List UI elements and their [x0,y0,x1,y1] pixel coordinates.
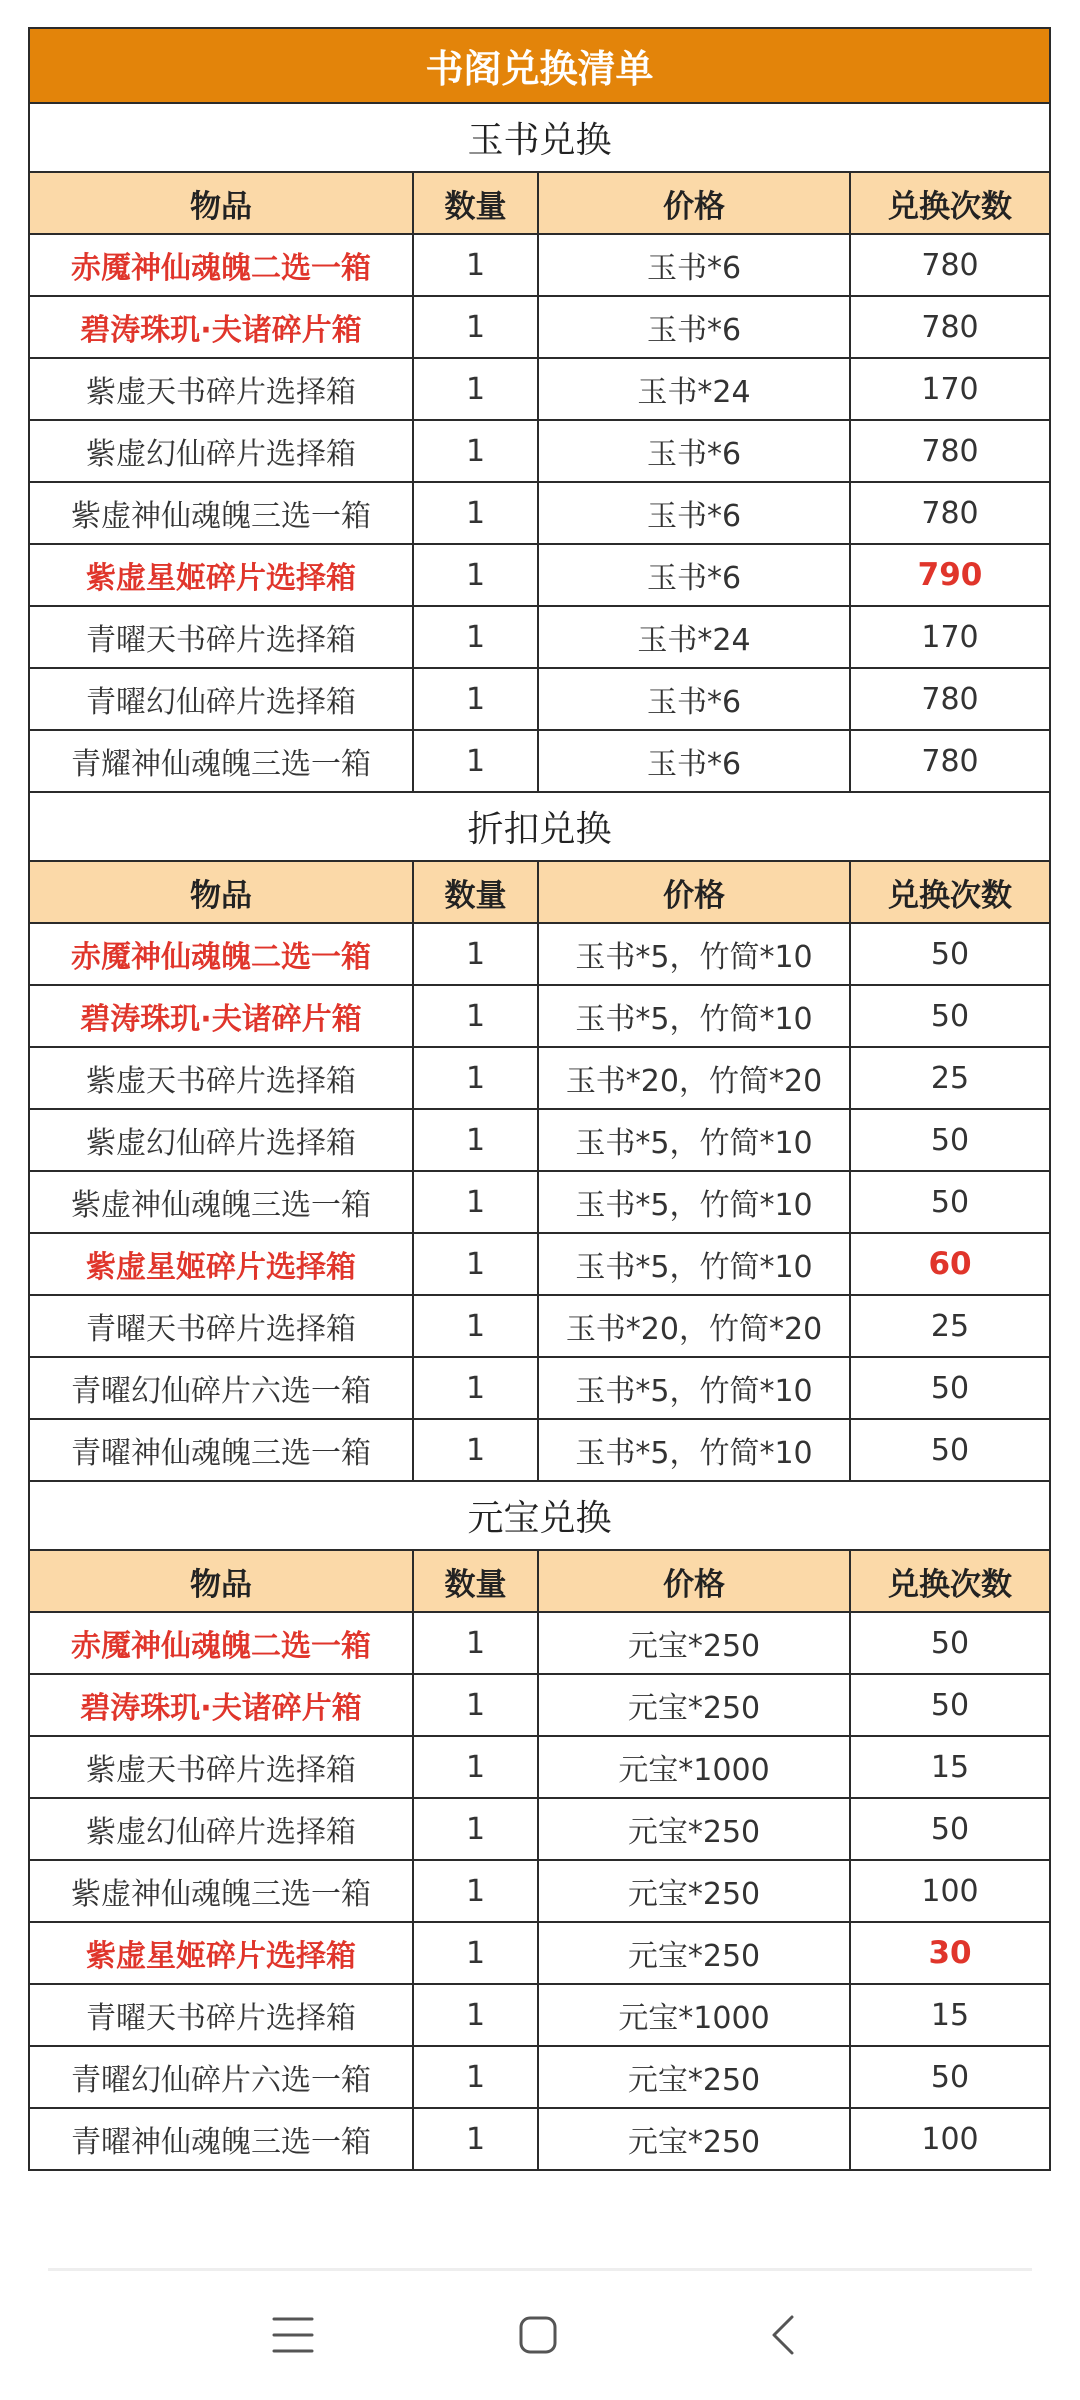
cell-price: 玉书*24 [538,606,850,668]
cell-qty: 1 [413,923,538,985]
section-title: 元宝兑换 [29,1481,1050,1550]
cell-item: 紫虚幻仙碎片选择箱 [29,1109,413,1171]
cell-count: 50 [850,923,1050,985]
cell-count: 50 [850,1357,1050,1419]
menu-lines-icon [248,2295,338,2375]
table-header-row [29,861,1050,923]
section-title: 折扣兑换 [29,792,1050,861]
cell-item: 紫虚幻仙碎片选择箱 [29,1798,413,1860]
cell-price: 元宝*250 [538,2108,850,2170]
cell-count: 50 [850,985,1050,1047]
cell-item: 紫虚星姬碎片选择箱 [29,1233,413,1295]
cell-price: 玉书*6 [538,234,850,296]
cell-item: 紫虚星姬碎片选择箱 [29,1922,413,1984]
table-header-row [29,172,1050,234]
cell-item: 紫虚幻仙碎片选择箱 [29,420,413,482]
exchange-table [28,27,1051,2171]
table-row [29,1736,1050,1798]
cell-price: 元宝*250 [538,1612,850,1674]
cell-count: 50 [850,2046,1050,2108]
table-row [29,1860,1050,1922]
column-header-count: 兑换次数 [850,172,1050,234]
cell-qty: 1 [413,1798,538,1860]
table-row [29,1922,1050,1984]
cell-count: 170 [850,358,1050,420]
cell-price: 玉书*6 [538,482,850,544]
cell-item: 青曜天书碎片选择箱 [29,606,413,668]
table-row [29,234,1050,296]
cell-item: 赤魇神仙魂魄二选一箱 [29,1612,413,1674]
table-row [29,544,1050,606]
table-row [29,1674,1050,1736]
cell-count: 780 [850,730,1050,792]
table-row [29,1357,1050,1419]
cell-item: 紫虚天书碎片选择箱 [29,1047,413,1109]
cell-count: 60 [850,1233,1050,1295]
cell-qty: 1 [413,1860,538,1922]
cell-qty: 1 [413,1419,538,1481]
cell-count: 50 [850,1798,1050,1860]
cell-count: 50 [850,1109,1050,1171]
table-row [29,296,1050,358]
table-row [29,420,1050,482]
cell-price: 玉书*6 [538,420,850,482]
column-header-qty: 数量 [413,1550,538,1612]
cell-count: 170 [850,606,1050,668]
cell-qty: 1 [413,1612,538,1674]
cell-price: 玉书*6 [538,730,850,792]
cell-price: 玉书*6 [538,668,850,730]
table-row [29,985,1050,1047]
table-row [29,1233,1050,1295]
cell-price: 玉书*5，竹简*10 [538,1419,850,1481]
cell-item: 紫虚神仙魂魄三选一箱 [29,482,413,544]
cell-count: 50 [850,1674,1050,1736]
cell-qty: 1 [413,2108,538,2170]
page-title: 书阁兑换清单 [29,28,1050,103]
cell-price: 玉书*5，竹简*10 [538,1109,850,1171]
cell-price: 玉书*20，竹简*20 [538,1047,850,1109]
cell-price: 玉书*5，竹简*10 [538,985,850,1047]
cell-price: 玉书*5，竹简*10 [538,1233,850,1295]
cell-price: 玉书*20，竹简*20 [538,1295,850,1357]
cell-item: 青曜幻仙碎片六选一箱 [29,2046,413,2108]
cell-item: 碧涛珠玑·夫诸碎片箱 [29,296,413,358]
column-header-price: 价格 [538,172,850,234]
cell-qty: 1 [413,358,538,420]
rounded-square-home-icon [493,2295,583,2375]
table-row [29,1984,1050,2046]
cell-price: 元宝*1000 [538,1984,850,2046]
cell-count: 15 [850,1736,1050,1798]
section-row [29,792,1050,861]
table-row [29,2046,1050,2108]
column-header-price: 价格 [538,1550,850,1612]
cell-count: 25 [850,1295,1050,1357]
table-row [29,1171,1050,1233]
cell-count: 50 [850,1171,1050,1233]
cell-count: 50 [850,1612,1050,1674]
cell-item: 紫虚神仙魂魄三选一箱 [29,1171,413,1233]
cell-qty: 1 [413,1109,538,1171]
cell-price: 元宝*250 [538,1860,850,1922]
column-header-item: 物品 [29,861,413,923]
cell-qty: 1 [413,606,538,668]
table-row [29,923,1050,985]
table-header-row [29,1550,1050,1612]
cell-price: 元宝*250 [538,1798,850,1860]
cell-count: 25 [850,1047,1050,1109]
cell-qty: 1 [413,1984,538,2046]
column-header-item: 物品 [29,1550,413,1612]
column-header-qty: 数量 [413,172,538,234]
table-row [29,668,1050,730]
cell-price: 元宝*1000 [538,1736,850,1798]
cell-item: 青曜幻仙碎片六选一箱 [29,1357,413,1419]
cell-count: 15 [850,1984,1050,2046]
table-row [29,1419,1050,1481]
cell-qty: 1 [413,1295,538,1357]
cell-count: 780 [850,234,1050,296]
cell-price: 元宝*250 [538,1922,850,1984]
cell-price: 玉书*5，竹简*10 [538,1171,850,1233]
cell-count: 780 [850,668,1050,730]
cell-price: 玉书*6 [538,544,850,606]
cell-item: 紫虚天书碎片选择箱 [29,358,413,420]
cell-qty: 1 [413,1171,538,1233]
cell-count: 790 [850,544,1050,606]
cell-item: 紫虚天书碎片选择箱 [29,1736,413,1798]
column-header-qty: 数量 [413,861,538,923]
cell-item: 碧涛珠玑·夫诸碎片箱 [29,985,413,1047]
cell-item: 紫虚星姬碎片选择箱 [29,544,413,606]
column-header-count: 兑换次数 [850,861,1050,923]
table-row [29,1047,1050,1109]
table-row [29,730,1050,792]
table-row [29,358,1050,420]
cell-count: 30 [850,1922,1050,1984]
column-header-price: 价格 [538,861,850,923]
cell-price: 元宝*250 [538,1674,850,1736]
section-title: 玉书兑换 [29,103,1050,172]
cell-count: 780 [850,420,1050,482]
cell-qty: 1 [413,2046,538,2108]
cell-count: 100 [850,1860,1050,1922]
home-button[interactable] [493,2295,583,2375]
cell-qty: 1 [413,1047,538,1109]
cell-item: 青曜幻仙碎片选择箱 [29,668,413,730]
chevron-left-back-icon [738,2295,828,2375]
column-header-item: 物品 [29,172,413,234]
cell-item: 青曜天书碎片选择箱 [29,1295,413,1357]
cell-qty: 1 [413,730,538,792]
cell-qty: 1 [413,985,538,1047]
title-row [29,28,1050,103]
column-header-count: 兑换次数 [850,1550,1050,1612]
cell-qty: 1 [413,234,538,296]
cell-count: 780 [850,482,1050,544]
cell-item: 青曜天书碎片选择箱 [29,1984,413,2046]
cell-item: 碧涛珠玑·夫诸碎片箱 [29,1674,413,1736]
table-row [29,2108,1050,2170]
table-row [29,606,1050,668]
table-row [29,482,1050,544]
cell-item: 紫虚神仙魂魄三选一箱 [29,1860,413,1922]
section-row [29,1481,1050,1550]
cell-qty: 1 [413,668,538,730]
cell-qty: 1 [413,482,538,544]
back-button[interactable] [738,2295,828,2375]
table-row [29,1109,1050,1171]
cell-qty: 1 [413,544,538,606]
table-row [29,1798,1050,1860]
cell-qty: 1 [413,1357,538,1419]
cell-price: 玉书*5，竹简*10 [538,923,850,985]
cell-qty: 1 [413,1922,538,1984]
cell-price: 玉书*5，竹简*10 [538,1357,850,1419]
exchange-sheet [28,27,1049,2171]
cell-price: 元宝*250 [538,2046,850,2108]
cell-item: 赤魇神仙魂魄二选一箱 [29,923,413,985]
cell-item: 青耀神仙魂魄三选一箱 [29,730,413,792]
cell-count: 100 [850,2108,1050,2170]
cell-qty: 1 [413,296,538,358]
table-row [29,1295,1050,1357]
section-row [29,103,1050,172]
cell-item: 青曜神仙魂魄三选一箱 [29,1419,413,1481]
cell-qty: 1 [413,1736,538,1798]
cell-qty: 1 [413,420,538,482]
cell-qty: 1 [413,1233,538,1295]
cell-count: 780 [850,296,1050,358]
cell-price: 玉书*24 [538,358,850,420]
menu-button[interactable] [248,2295,338,2375]
cell-qty: 1 [413,1674,538,1736]
cell-price: 玉书*6 [538,296,850,358]
system-navigation-bar [0,2271,1080,2400]
cell-count: 50 [850,1419,1050,1481]
cell-item: 青曜神仙魂魄三选一箱 [29,2108,413,2170]
table-row [29,1612,1050,1674]
cell-item: 赤魇神仙魂魄二选一箱 [29,234,413,296]
